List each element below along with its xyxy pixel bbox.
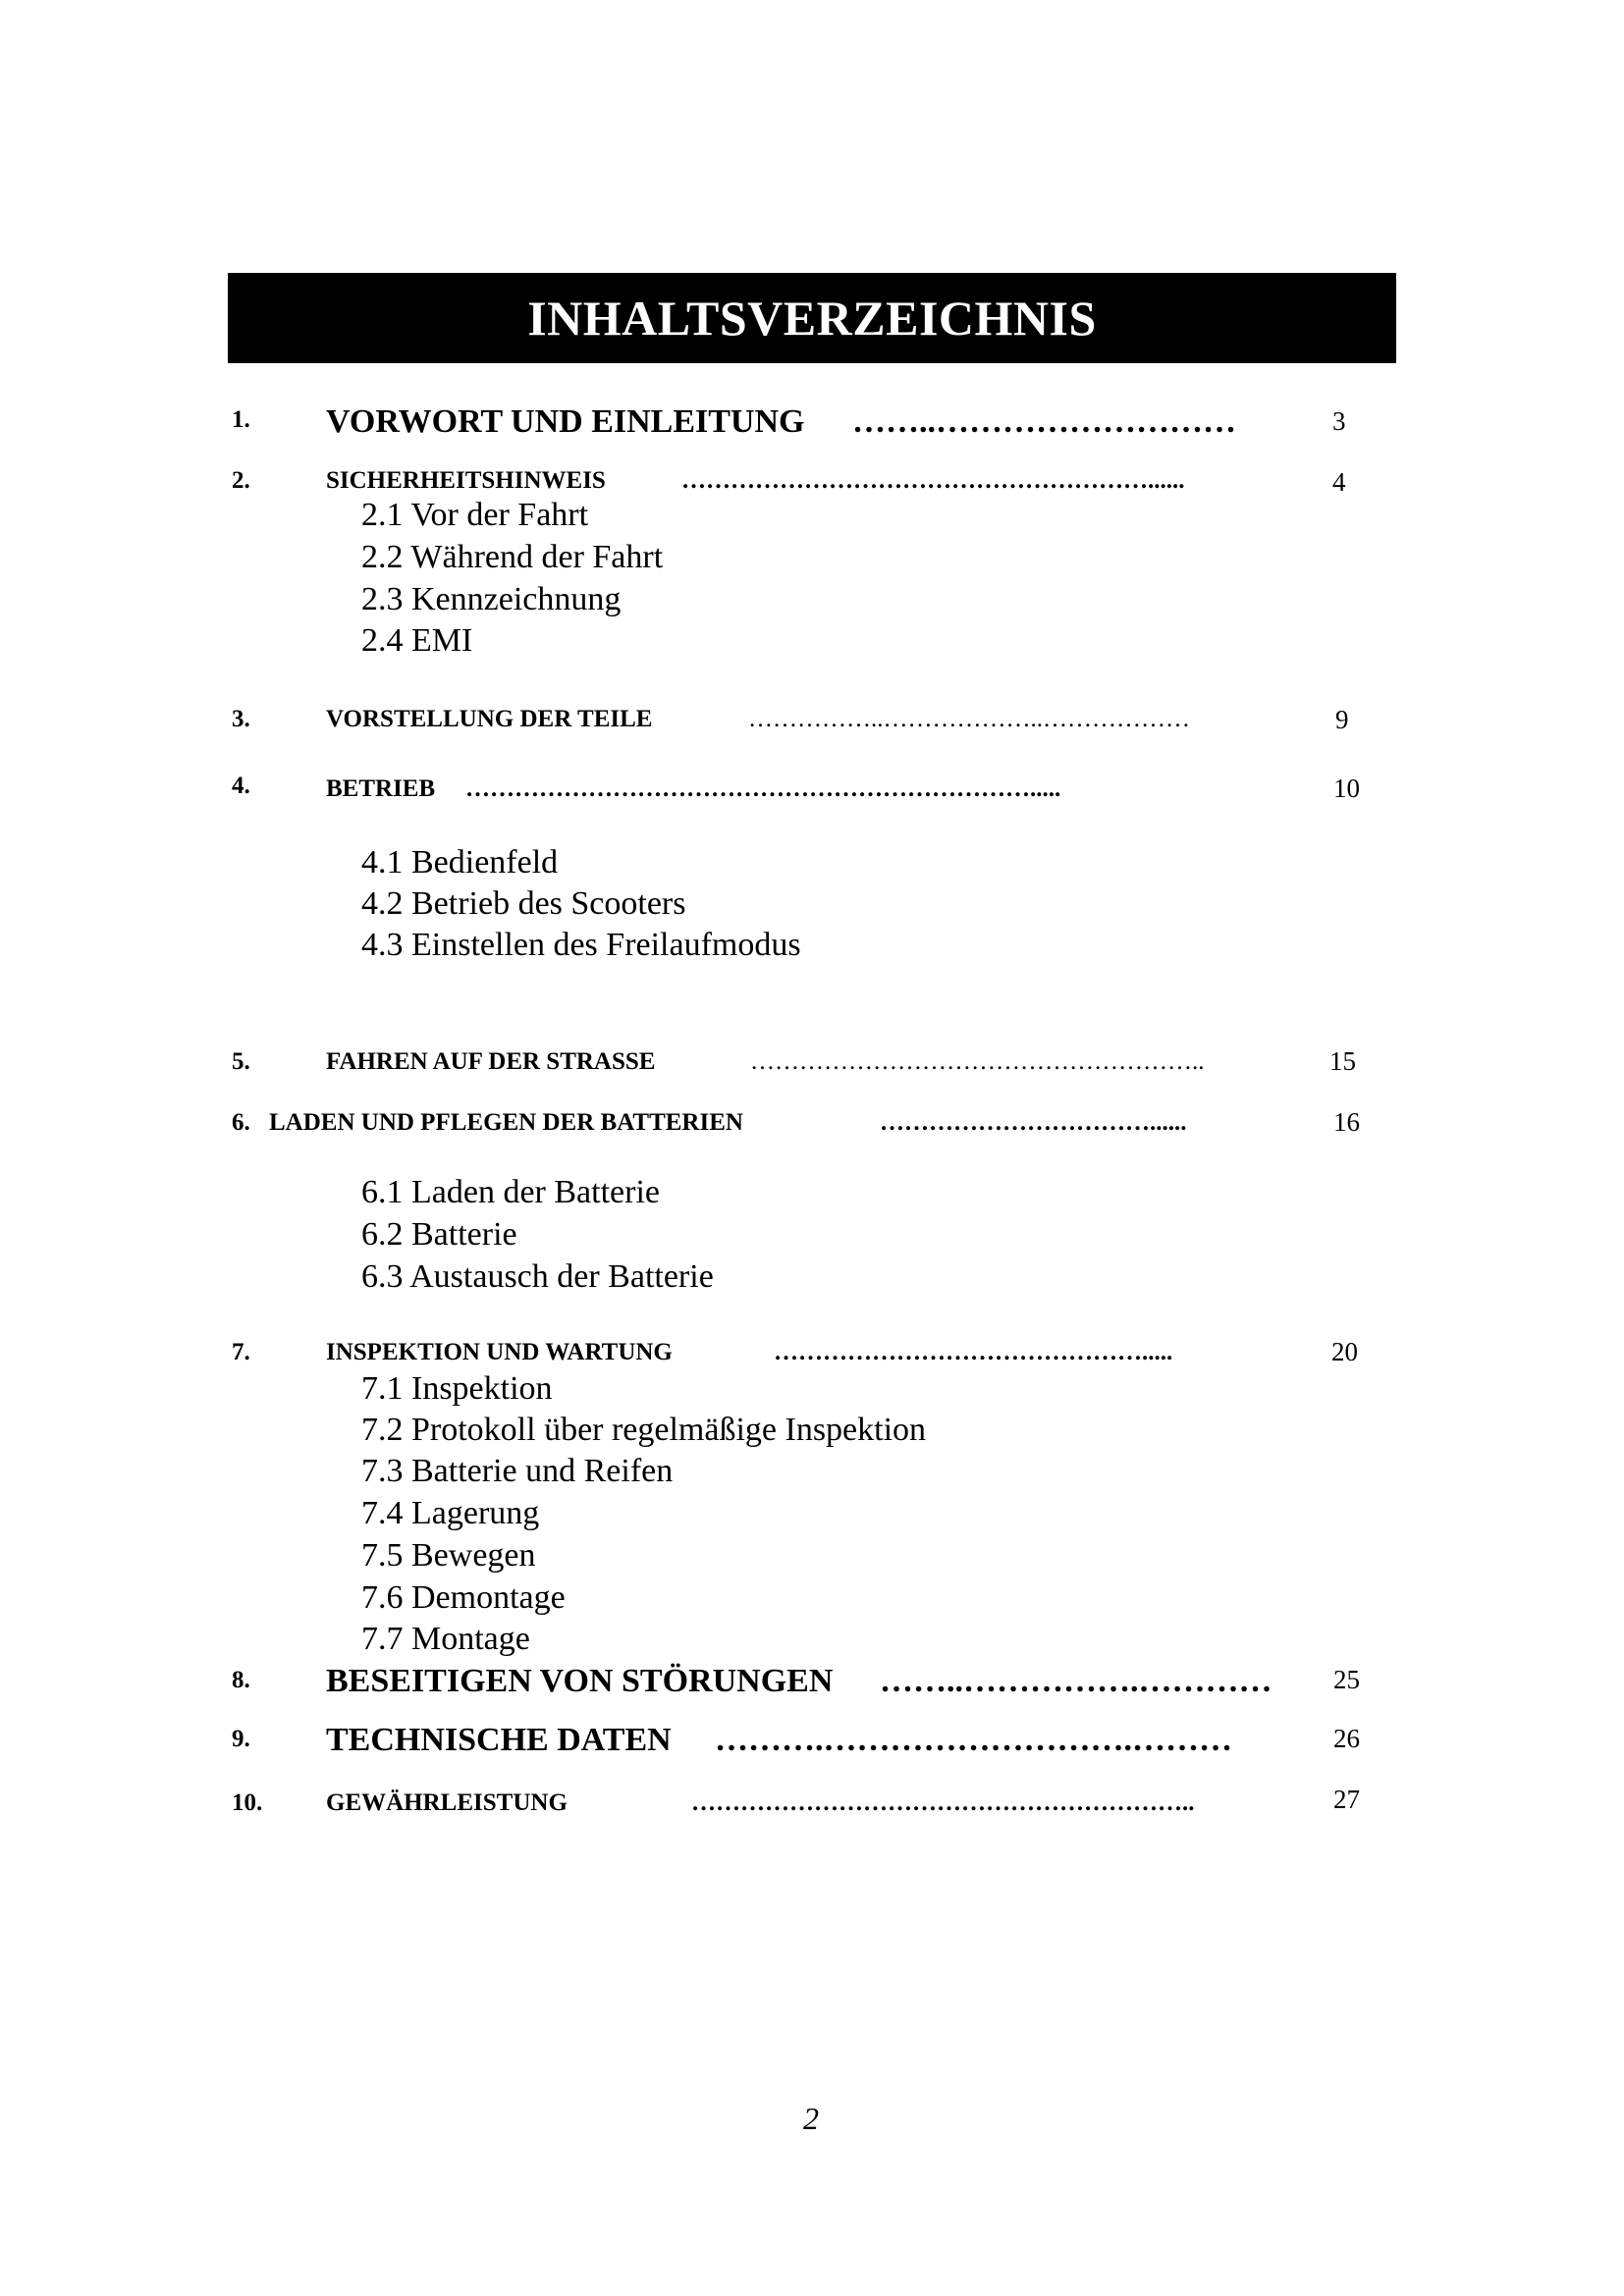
toc-entry-title: TECHNISCHE DATEN	[326, 1722, 672, 1758]
toc-subentry: 2.1 Vor der Fahrt	[361, 497, 589, 533]
toc-entry-title: VORSTELLUNG DER TEILE	[326, 706, 653, 732]
section-number: 8.	[232, 1667, 250, 1693]
toc-dot-leader: ………………………………………………..	[750, 1048, 1205, 1075]
toc-subentry: 4.2 Betrieb des Scooters	[361, 885, 686, 922]
toc-page-number: 15	[1329, 1046, 1356, 1076]
page-number: 2	[803, 2101, 819, 2136]
section-number: 5.	[232, 1048, 250, 1075]
toc-dot-leader: ……………..………………..………………	[748, 706, 1190, 732]
toc-dot-leader: ……………………………......	[880, 1109, 1187, 1136]
toc-dot-leader: ……………………………………….....	[774, 1339, 1173, 1365]
toc-page-number: 27	[1333, 1785, 1360, 1814]
toc-subentry: 7.5 Bewegen	[361, 1537, 536, 1574]
toc-page-number: 26	[1333, 1724, 1360, 1753]
section-number: 3.	[232, 706, 250, 732]
section-number: 9.	[232, 1726, 250, 1752]
toc-entry-title: FAHREN AUF DER STRASSE	[326, 1048, 656, 1075]
toc-subentry: 4.1 Bedienfeld	[361, 844, 559, 881]
section-number: 1.	[232, 406, 250, 433]
toc-entry-title: LADEN UND PFLEGEN DER BATTERIEN	[269, 1109, 743, 1136]
toc-entry-title: INSPEKTION UND WARTUNG	[326, 1339, 673, 1365]
toc-subentry: 7.2 Protokoll über regelmäßige Inspektion	[361, 1412, 927, 1448]
toc-entry-title: BESEITIGEN VON STÖRUNGEN	[326, 1663, 834, 1699]
toc-subentry: 6.1 Laden der Batterie	[361, 1174, 660, 1210]
section-number: 4.	[232, 773, 250, 799]
toc-title: INHALTSVERZEICHNIS	[527, 291, 1097, 346]
toc-subentry: 2.4 EMI	[361, 622, 473, 659]
toc-entry-title: SICHERHEITSHINWEIS	[326, 467, 606, 494]
toc-entry-title: VORWORT UND EINLEITUNG	[326, 403, 805, 440]
toc-page-number: 4	[1332, 467, 1346, 497]
toc-page-number: 16	[1333, 1107, 1360, 1137]
toc-page-number: 25	[1333, 1665, 1360, 1694]
toc-entry-title: BETRIEB	[326, 775, 436, 802]
toc-subentry: 7.3 Batterie und Reifen	[361, 1453, 674, 1489]
toc-page-number: 10	[1333, 774, 1360, 803]
toc-subentry: 2.2 Während der Fahrt	[361, 539, 664, 575]
toc-dot-leader: ……..…………….…………	[880, 1663, 1272, 1699]
section-number: 7.	[232, 1339, 250, 1365]
toc-page-number: 3	[1332, 406, 1346, 436]
toc-subentry: 7.7 Montage	[361, 1621, 530, 1657]
toc-subentry: 7.6 Demontage	[361, 1579, 566, 1616]
toc-page-number: 20	[1331, 1337, 1358, 1366]
toc-subentry: 7.4 Lagerung	[361, 1495, 540, 1531]
toc-subentry: 2.3 Kennzeichnung	[361, 581, 622, 617]
toc-subentry: 6.2 Batterie	[361, 1216, 517, 1253]
section-number: 10.	[232, 1789, 263, 1816]
toc-dot-leader: ……………………………………………………..	[691, 1789, 1195, 1816]
toc-dot-leader: ……..………………………	[852, 403, 1236, 440]
toc-title-bar	[228, 273, 1396, 363]
section-number: 6.	[232, 1109, 250, 1136]
toc-dot-leader: ……….……………………….………	[715, 1722, 1232, 1758]
toc-dot-leader: …………………………………………………......	[681, 467, 1185, 494]
toc-subentry: 7.1 Inspektion	[361, 1370, 553, 1407]
toc-entry-title: GEWÄHRLEISTUNG	[326, 1789, 568, 1816]
toc-dot-leader: …………………………………………………………….....	[465, 775, 1061, 802]
toc-subentry: 6.3 Austausch der Batterie	[361, 1258, 714, 1295]
toc-subentry: 4.3 Einstellen des Freilaufmodus	[361, 927, 801, 963]
section-number: 2.	[232, 467, 250, 494]
toc-page-number: 9	[1335, 705, 1349, 734]
